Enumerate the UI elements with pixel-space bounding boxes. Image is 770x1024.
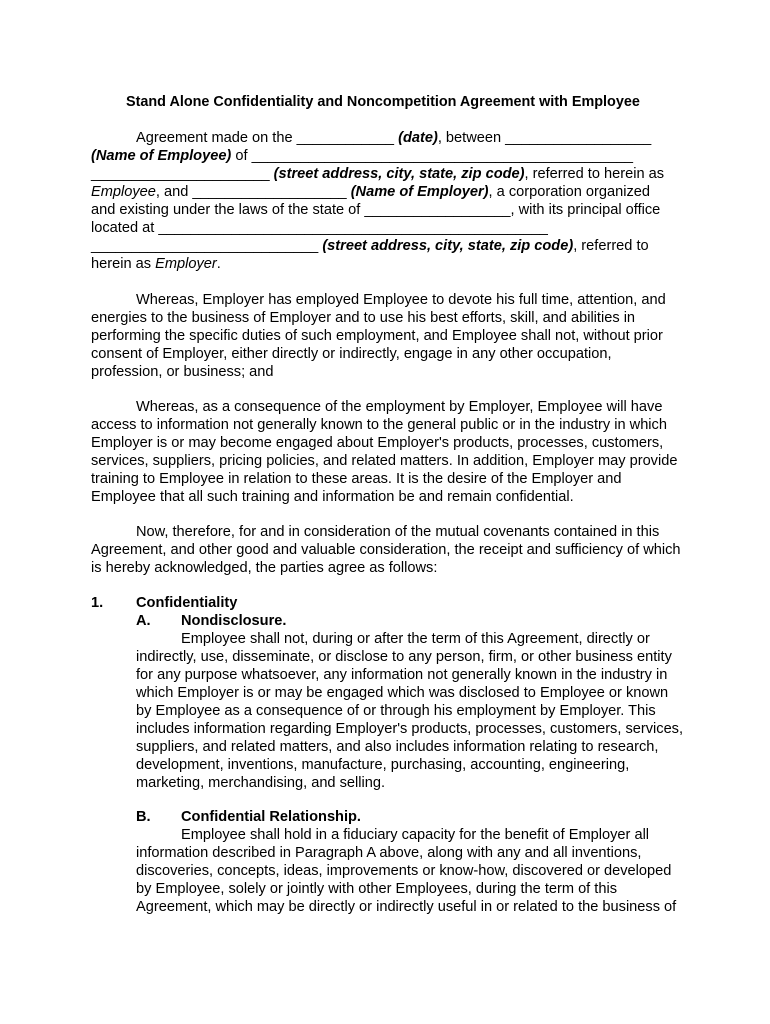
subsection-b-label: B. (136, 809, 151, 825)
whereas1-line: energies to the business of Employer and to use his best efforts, skill, and abilities in (91, 310, 636, 326)
whereas2-line: Employee that all such training and information be and remain confidential. (91, 489, 574, 505)
now-therefore-line: is hereby acknowledged, the parties agree as follows: (91, 560, 438, 576)
whereas1-line: consent of Employer, either directly or indirectly, engage in any other occupation, (91, 346, 612, 362)
subsection-b-line: Employee shall hold in a fiduciary capacity for the benefit of Employer all (181, 827, 650, 843)
intro-line-1: Agreement made on the ____________ (date), between __________________ (136, 130, 652, 146)
subsection-a-line: includes information regarding Employer's products, processes, customers, services, (136, 721, 684, 737)
subsection-a-line: indirectly, use, disseminate, or disclose to any person, firm, or other business entity (136, 649, 672, 665)
section-heading: Confidentiality (136, 595, 238, 611)
intro-line-2: (Name of Employee) of _______________________________________________ (91, 148, 634, 164)
whereas2-line: services, suppliers, pricing policies, and related matters. In addition, Employer may provide (91, 453, 678, 469)
intro-line-7: ____________________________ (street address, city, state, zip code), referred to (91, 238, 649, 254)
subsection-a-line: by Employee as a consequence of or through his employment by Employer. This (136, 703, 656, 719)
whereas2-line: Employer is or may become engaged about Employer's products, processes, customers, (91, 435, 664, 451)
document-title: Stand Alone Confidentiality and Noncompetition Agreement with Employee (126, 94, 640, 110)
subsection-a-line: Employee shall not, during or after the term of this Agreement, directly or (181, 631, 650, 647)
subsection-a-line: suppliers, and related matters, and also includes information relating to research, (136, 739, 659, 755)
now-therefore-line: Now, therefore, for and in consideration of the mutual covenants contained in this (136, 524, 660, 540)
subsection-a-line: for any purpose whatsoever, any information not generally known in the industry in (136, 667, 668, 683)
subsection-a-heading: Nondisclosure. (181, 613, 287, 629)
whereas1-line: Whereas, Employer has employed Employee to devote his full time, attention, and (136, 292, 666, 308)
intro-line-6: located at ________________________________________________ (91, 220, 548, 236)
subsection-a-line: which Employer is or may be engaged which was disclosed to Employee or known (136, 685, 669, 701)
intro-line-5: and existing under the laws of the state of __________________, with its principal office (91, 202, 661, 218)
subsection-b-line: discoveries, concepts, ideas, improvements or know-how, discovered or developed (136, 863, 672, 879)
subsection-a-label: A. (136, 613, 151, 629)
whereas2-line: access to information not generally known to the general public or in the industry in which (91, 417, 667, 433)
intro-line-3: ______________________ (street address, city, state, zip code), referred to herein as (91, 166, 665, 182)
subsection-b-line: Agreement, which may be directly or indirectly useful in or related to the business of (136, 899, 677, 915)
subsection-b-line: by Employee, solely or jointly with other Employees, during the term of this (136, 881, 618, 897)
whereas2-line: Whereas, as a consequence of the employment by Employer, Employee will have (136, 399, 663, 415)
whereas1-line: profession, or business; and (91, 364, 274, 380)
subsection-b-line: information described in Paragraph A above, along with any and all inventions, (136, 845, 642, 861)
subsection-a-line: marketing, merchandising, and selling. (136, 775, 386, 791)
intro-line-8: herein as Employer. (91, 256, 221, 272)
section-number: 1. (91, 595, 104, 611)
subsection-a-line: development, inventions, manufacture, purchasing, accounting, engineering, (136, 757, 630, 773)
intro-line-4: Employee, and ___________________ (Name of Employer), a corporation organized (91, 184, 650, 200)
subsection-b-heading: Confidential Relationship. (181, 809, 361, 825)
whereas2-line: training to Employee in relation to these areas. It is the desire of the Employer and (91, 471, 622, 487)
now-therefore-line: Agreement, and other good and valuable consideration, the receipt and sufficiency of which (91, 542, 681, 558)
whereas1-line: performing the specific duties of such employment, and Employee shall not, without prior (91, 328, 663, 344)
